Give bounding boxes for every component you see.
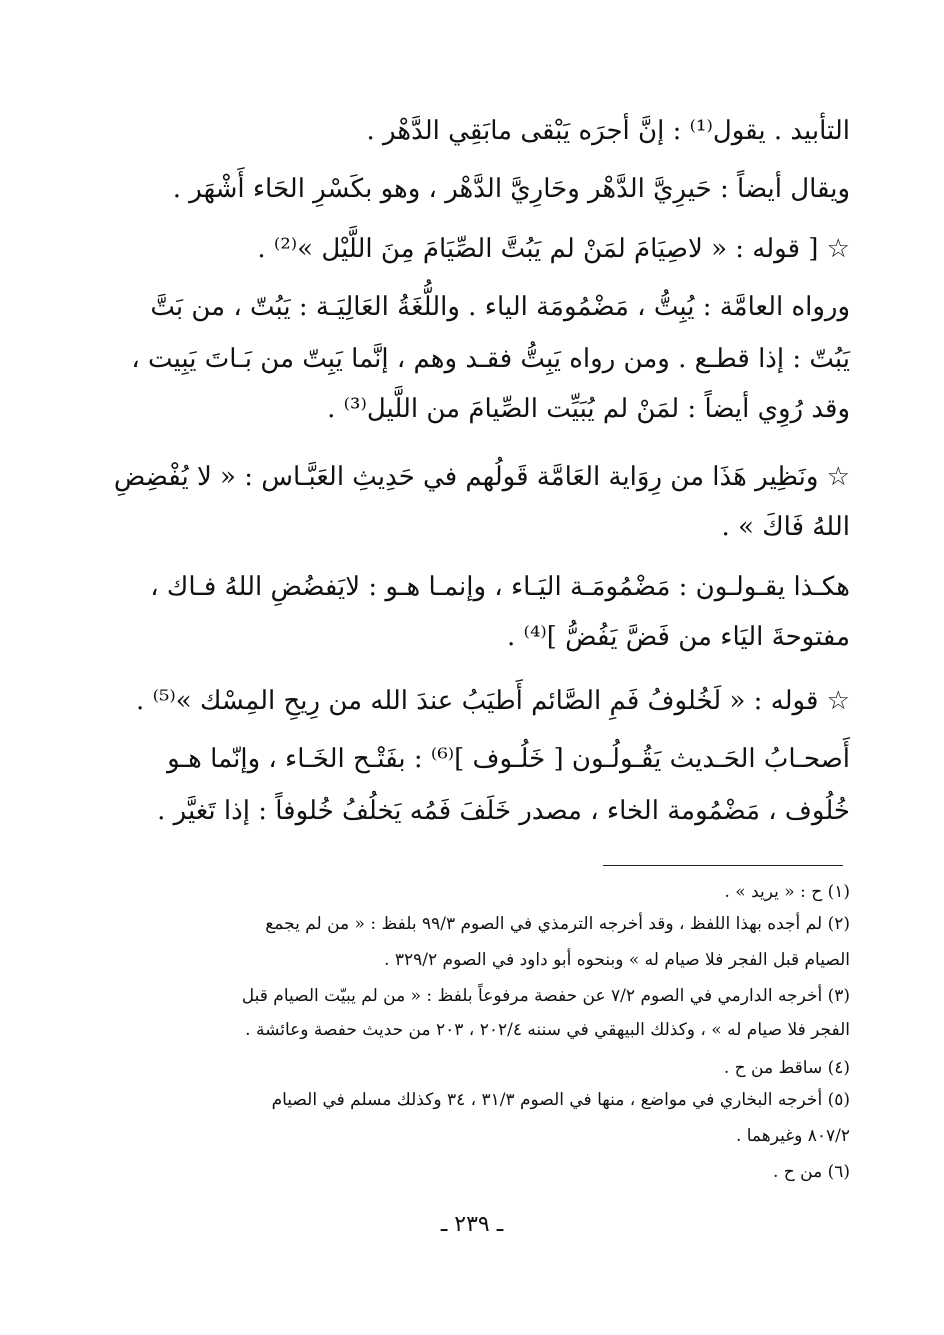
- text-line: اللهُ فَاكَ » .: [721, 512, 850, 542]
- footnote-line: الفجر فلا صيام له » ، وكذلك البيهقي في سننه ٢٠٢/٤ ، ٢٠٣ من حديث حفصة وعائشة .: [245, 1020, 850, 1040]
- text-line: خُلُوف ، مَضْمُومة الخاء ، مصدر خَلَفَ فَمُه يَخلُفُ خُلوفاً : إذا تَغيَّر .: [157, 796, 850, 826]
- page-number: ـ ٢٣٩ ـ: [440, 1212, 504, 1237]
- footnote-divider: [603, 865, 843, 866]
- text-line: وقد رُوِي أيضاً : لمَنْ لم يُبَيِّت الصِّيامَ من اللَّيل⁽³⁾ .: [327, 394, 850, 424]
- footnote-line: (٤) ساقط من ح .: [723, 1058, 850, 1078]
- text-line: هكـذا يقـولـون : مَضْمُومَـة اليَـاء ، وإنمـا هـو : لايَفضُضِ اللهُ فـاك ،: [150, 572, 850, 602]
- text-line: ☆ قوله : « لَخُلوفُ فَمِ الصَّائم أَطيَبُ عندَ الله من رِيحِ المِسْك »⁽⁵⁾ .: [136, 686, 850, 716]
- footnote-line: الصيام قبل الفجر فلا صيام له » وبنحوه أبو داود في الصوم ٣٢٩/٢ .: [384, 950, 850, 970]
- footnote-line: (٢) لم أجده بهذا اللفظ ، وقد أخرجه الترمذي في الصوم ٩٩/٣ بلفظ : « من لم يجمع: [265, 914, 850, 934]
- footnote-line: (٥) أخرجه البخاري في مواضع ، منها في الصوم ٣١/٣ ، ٣٤ وكذلك مسلم في الصيام: [271, 1090, 850, 1110]
- footnote-line: (٦) من ح .: [772, 1162, 850, 1182]
- footnote-line: (١) ح : « يريد » .: [724, 882, 850, 902]
- text-line: أَصحـابُ الحَـديث يَقُـولُـون [ خَلُـوف ]⁽⁶⁾ : بفَتْـح الخَـاء ، وإنّما هـو: [167, 744, 850, 774]
- text-line: ويقال أيضاً : حَيرِيَّ الدَّهْر وحَارِيَّ الدَّهْر ، وهو بكَسْرِ الحَاء أَشْهَر .: [172, 174, 850, 204]
- text-line: ☆ [ قوله : « لاصِيَامَ لمَنْ لم يَبُتَّ الصِّيَامَ مِنَ اللَّيْل »⁽²⁾ .: [257, 234, 850, 264]
- footnote-line: ٨٠٧/٢ وغيرهما .: [735, 1126, 850, 1146]
- text-line: يَبُتّ : إذا قطـع . ومن رواه يَبِتُّ فقـد وهم ، إنَّما يَبِتّ من بَـاتَ يَبِيت ،: [131, 344, 850, 374]
- text-line: ☆ ونَظِير هَذَا من رِوَاية العَامَّة قَولُهم في حَدِيثِ العَبَّـاس : « لا يُفْضِضِ: [113, 462, 850, 492]
- text-line: التأبيد . يقول⁽¹⁾ : إنَّ أجرَه يَبْقى مابَقِي الدَّهْر .: [366, 116, 850, 146]
- text-line: مفتوحةَ اليَاء من فَضَّ يَفُضُّ ]⁽⁴⁾ .: [507, 622, 850, 652]
- text-line: ورواه العامَّة : يُبِتُّ ، مَضْمُومَة الياء . واللُّغَةُ العَالِيَـة : يَبُتّ ، من بَتَّ: [150, 292, 850, 322]
- footnote-line: (٣) أخرجه الدارمي في الصوم ٧/٢ عن حفصة مرفوعاً بلفظ : « من لم يبيّت الصيام قبل: [241, 986, 850, 1006]
